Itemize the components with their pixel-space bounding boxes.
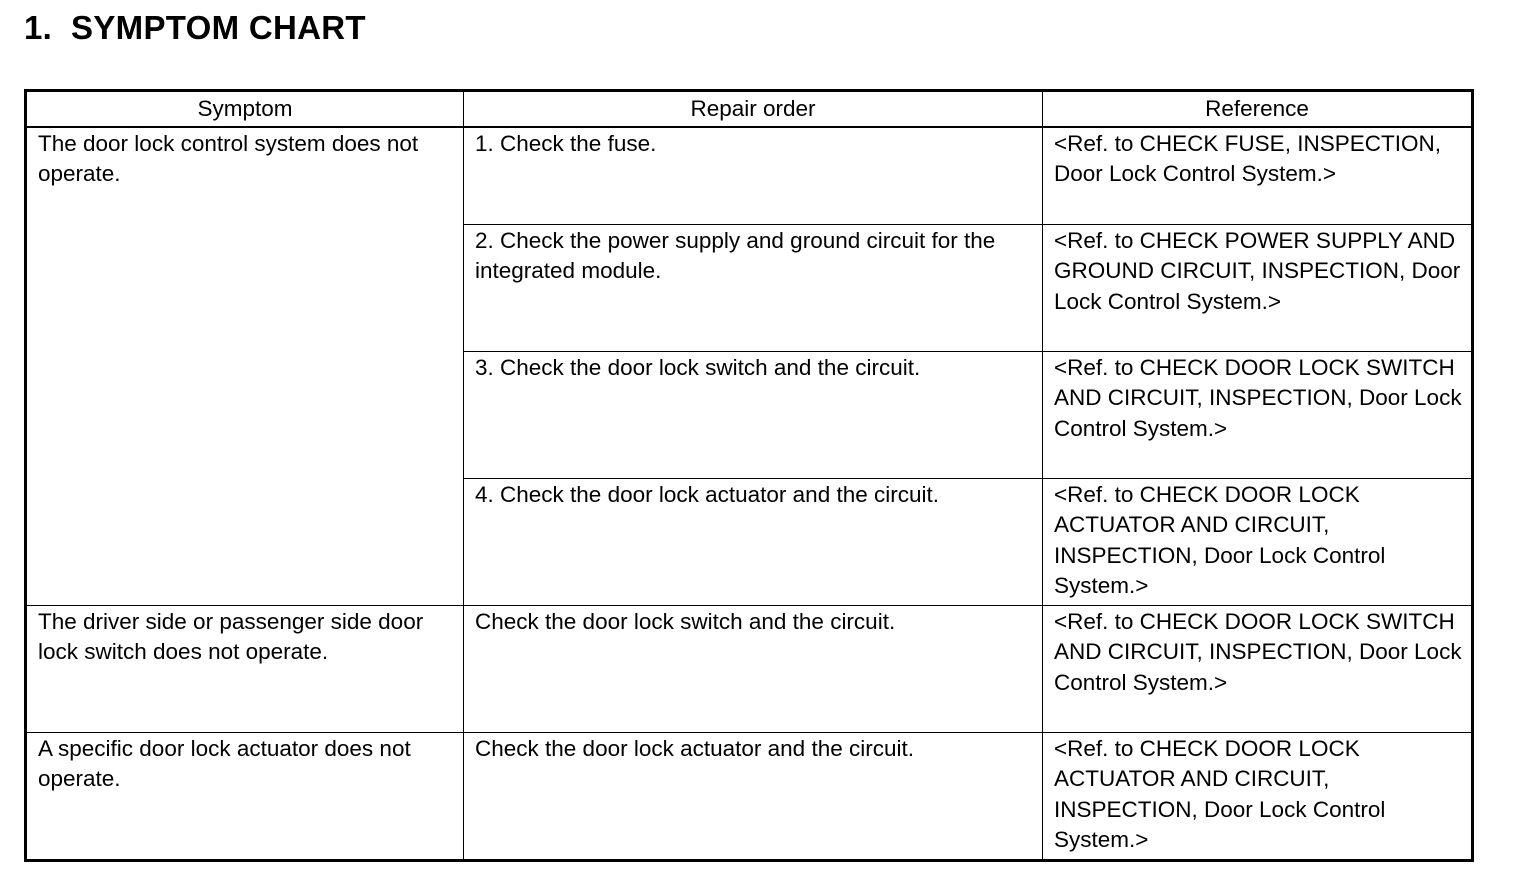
header-repair-order: Repair order: [464, 91, 1043, 128]
repair-order-cell: [464, 352, 1043, 479]
repair-order-cell: [464, 479, 1043, 606]
repair-order-text: Check the door lock switch and the circuit.: [475, 609, 896, 634]
reference-cell: [1043, 606, 1473, 733]
repair-order-text: Check the door lock actuator and the circuit.: [475, 736, 914, 761]
symptom-text: The driver side or passenger side door lock switch does not operate.: [38, 609, 424, 665]
repair-order-cell: [464, 225, 1043, 352]
repair-order-cell: [464, 606, 1043, 733]
reference-cell: [1043, 479, 1473, 606]
repair-order-text: 4. Check the door lock actuator and the circuit.: [475, 482, 939, 507]
reference-text: <Ref. to CHECK FUSE, INSPECTION, Door Lock Control System.>: [1054, 131, 1441, 187]
reference-text: <Ref. to CHECK POWER SUPPLY AND GROUND CIRCUIT, INSPECTION, Door Lock Control System.>: [1054, 228, 1461, 314]
reference-cell: [1043, 225, 1473, 352]
table-row: [26, 606, 1473, 733]
header-reference: Reference: [1043, 91, 1473, 128]
reference-cell: [1043, 127, 1473, 225]
repair-order-text: 2. Check the power supply and ground circuit for the integrated module.: [475, 228, 996, 284]
reference-cell: [1043, 733, 1473, 861]
reference-cell: [1043, 352, 1473, 479]
reference-text: <Ref. to CHECK DOOR LOCK SWITCH AND CIRCUIT, INSPECTION, Door Lock Control System.>: [1054, 355, 1462, 441]
page-title: 1. SYMPTOM CHART: [24, 9, 366, 46]
header-symptom: Symptom: [26, 91, 464, 128]
repair-order-text: 3. Check the door lock switch and the circuit.: [475, 355, 921, 380]
symptom-cell: [26, 127, 464, 606]
reference-text: <Ref. to CHECK DOOR LOCK ACTUATOR AND CIRCUIT, INSPECTION, Door Lock Control System.>: [1054, 736, 1386, 852]
reference-text: <Ref. to CHECK DOOR LOCK ACTUATOR AND CIRCUIT, INSPECTION, Door Lock Control System.>: [1054, 482, 1386, 598]
repair-order-cell: [464, 733, 1043, 861]
symptom-cell: [26, 733, 464, 861]
table-header-row: [26, 91, 1473, 128]
symptom-text: A specific door lock actuator does not operate.: [38, 736, 411, 792]
table-row: [26, 733, 1473, 861]
repair-order-cell: [464, 127, 1043, 225]
repair-order-text: 1. Check the fuse.: [475, 131, 657, 156]
table-row: [26, 127, 1473, 225]
symptom-text: The door lock control system does not operate.: [38, 131, 419, 187]
symptom-cell: [26, 606, 464, 733]
reference-text: <Ref. to CHECK DOOR LOCK SWITCH AND CIRCUIT, INSPECTION, Door Lock Control System.>: [1054, 609, 1462, 695]
symptom-table: [24, 89, 1474, 862]
